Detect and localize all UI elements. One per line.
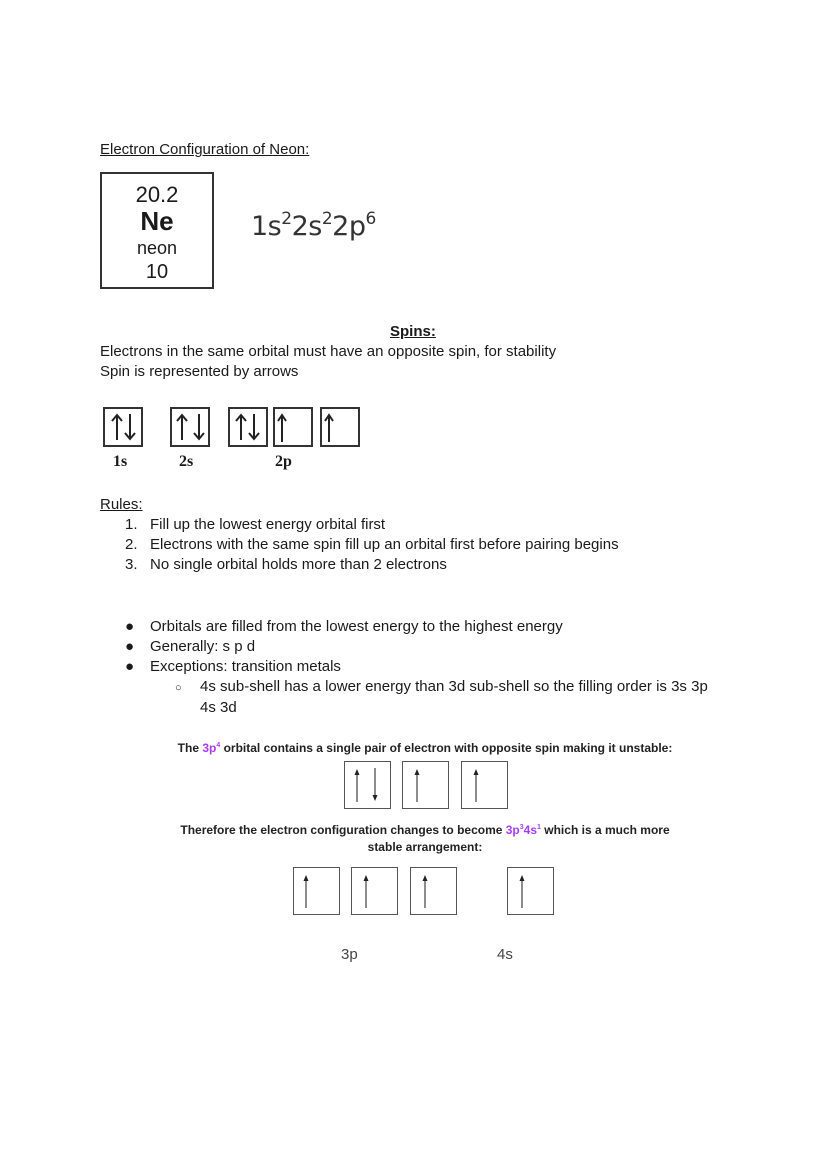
orbital-box-3p-2 xyxy=(402,761,449,809)
element-symbol: Ne xyxy=(140,206,174,236)
stable-caption xyxy=(160,822,690,856)
spin-up-icon xyxy=(322,409,358,445)
bullet-item xyxy=(125,617,563,637)
caption-text: The xyxy=(177,741,203,755)
spin-up-icon xyxy=(508,868,553,914)
config-term: 1s xyxy=(251,211,282,242)
spin-up-icon xyxy=(294,868,339,914)
rule-number: 2. xyxy=(125,536,138,553)
spin-up-icon xyxy=(352,868,397,914)
subshell-label-3p: 3p xyxy=(341,946,358,963)
highlight-base: 3p xyxy=(505,823,520,837)
highlight-sup: 3 xyxy=(519,824,524,831)
subshell-label-4s: 4s xyxy=(497,946,513,963)
bullet-item xyxy=(125,637,563,657)
rule-item xyxy=(125,555,619,575)
config-exponent: 6 xyxy=(365,209,376,229)
orbital-box-4s-stable xyxy=(507,867,554,915)
orbital-box-3p-1 xyxy=(344,761,391,809)
rule-text: No single orbital holds more than 2 electrons xyxy=(150,556,447,573)
orbital-label-1s: 1s xyxy=(113,453,128,470)
sub-bullet-item xyxy=(175,677,708,718)
orbital-box-3p-3 xyxy=(461,761,508,809)
spins-line-2: Spin is represented by arrows xyxy=(100,363,299,380)
highlight-base: 4s xyxy=(523,823,538,837)
orbital-box-3p-3-stable xyxy=(410,867,457,915)
spin-up-down-icon xyxy=(105,409,141,445)
rule-number: 3. xyxy=(125,556,138,573)
rule-text: Electrons with the same spin fill up an orbital first before pairing begins xyxy=(150,536,619,553)
bullet-text: Generally: s p d xyxy=(150,638,256,655)
config-exponent: 2 xyxy=(281,209,292,229)
caption-text: stable arrangement: xyxy=(367,840,483,854)
rules-title: Rules: xyxy=(100,496,143,513)
sub-bullet-text-cont: 4s 3d xyxy=(200,699,237,716)
spin-up-icon xyxy=(403,762,448,808)
electron-configuration xyxy=(251,211,376,242)
sub-bullet-text: 4s sub-shell has a lower energy than 3d sub-shell so the filling order is 3s 3p xyxy=(200,678,708,695)
config-term: 2s xyxy=(291,211,322,242)
highlight-3p4 xyxy=(202,741,220,755)
orbital-label-2p: 2p xyxy=(275,453,292,470)
bullet-text: Orbitals are filled from the lowest energy to the highest energy xyxy=(150,618,563,635)
spin-up-down-icon xyxy=(172,409,208,445)
orbital-box-1s xyxy=(103,407,143,447)
rule-item xyxy=(125,535,619,555)
config-exponent: 2 xyxy=(321,209,333,229)
spin-up-icon xyxy=(462,762,507,808)
rules-list xyxy=(125,515,619,575)
rule-item xyxy=(125,515,619,535)
orbital-box-3p-1-stable xyxy=(293,867,340,915)
spins-line-1: Electrons in the same orbital must have an opposite spin, for stability xyxy=(100,343,557,360)
bullet-icon: ● xyxy=(125,618,135,635)
orbital-box-3p-2-stable xyxy=(351,867,398,915)
orbital-label-2s: 2s xyxy=(179,453,194,470)
atomic-mass: 20.2 xyxy=(135,182,179,207)
spin-up-icon xyxy=(411,868,456,914)
element-tile xyxy=(100,172,214,289)
rule-number: 1. xyxy=(125,516,138,533)
spin-up-down-icon xyxy=(230,409,266,445)
highlight-sup: 1 xyxy=(537,824,541,831)
orbital-box-2s xyxy=(170,407,210,447)
highlight-3p3-4s1 xyxy=(506,823,541,837)
caption-text: Therefore the electron configuration changes to become xyxy=(180,823,506,837)
element-name: neon xyxy=(136,238,178,258)
highlight-base: 3p xyxy=(202,741,217,755)
section-heading: Electron Configuration of Neon: xyxy=(100,141,310,158)
bullet-text: Exceptions: transition metals xyxy=(150,658,341,675)
orbital-box-2p-1 xyxy=(228,407,268,447)
unstable-caption xyxy=(160,740,690,757)
bullet-item xyxy=(125,657,563,677)
highlight-sup: 4 xyxy=(216,742,221,749)
hollow-bullet-icon: ○ xyxy=(175,682,182,694)
config-term: 2p xyxy=(332,211,366,242)
spin-up-icon xyxy=(275,409,311,445)
spin-up-down-icon xyxy=(345,762,390,808)
spins-title: Spins: xyxy=(390,323,436,340)
atomic-number: 10 xyxy=(145,261,169,283)
caption-text: orbital contains a single pair of electron with opposite spin making it unstable: xyxy=(220,741,673,755)
caption-text: which is a much more xyxy=(540,823,670,837)
rule-text: Fill up the lowest energy orbital first xyxy=(150,516,386,533)
orbital-box-2p-2 xyxy=(273,407,313,447)
orbital-box-2p-3 xyxy=(320,407,360,447)
bullet-icon: ● xyxy=(125,658,135,675)
bullet-list xyxy=(125,617,563,677)
bullet-icon: ● xyxy=(125,638,135,655)
